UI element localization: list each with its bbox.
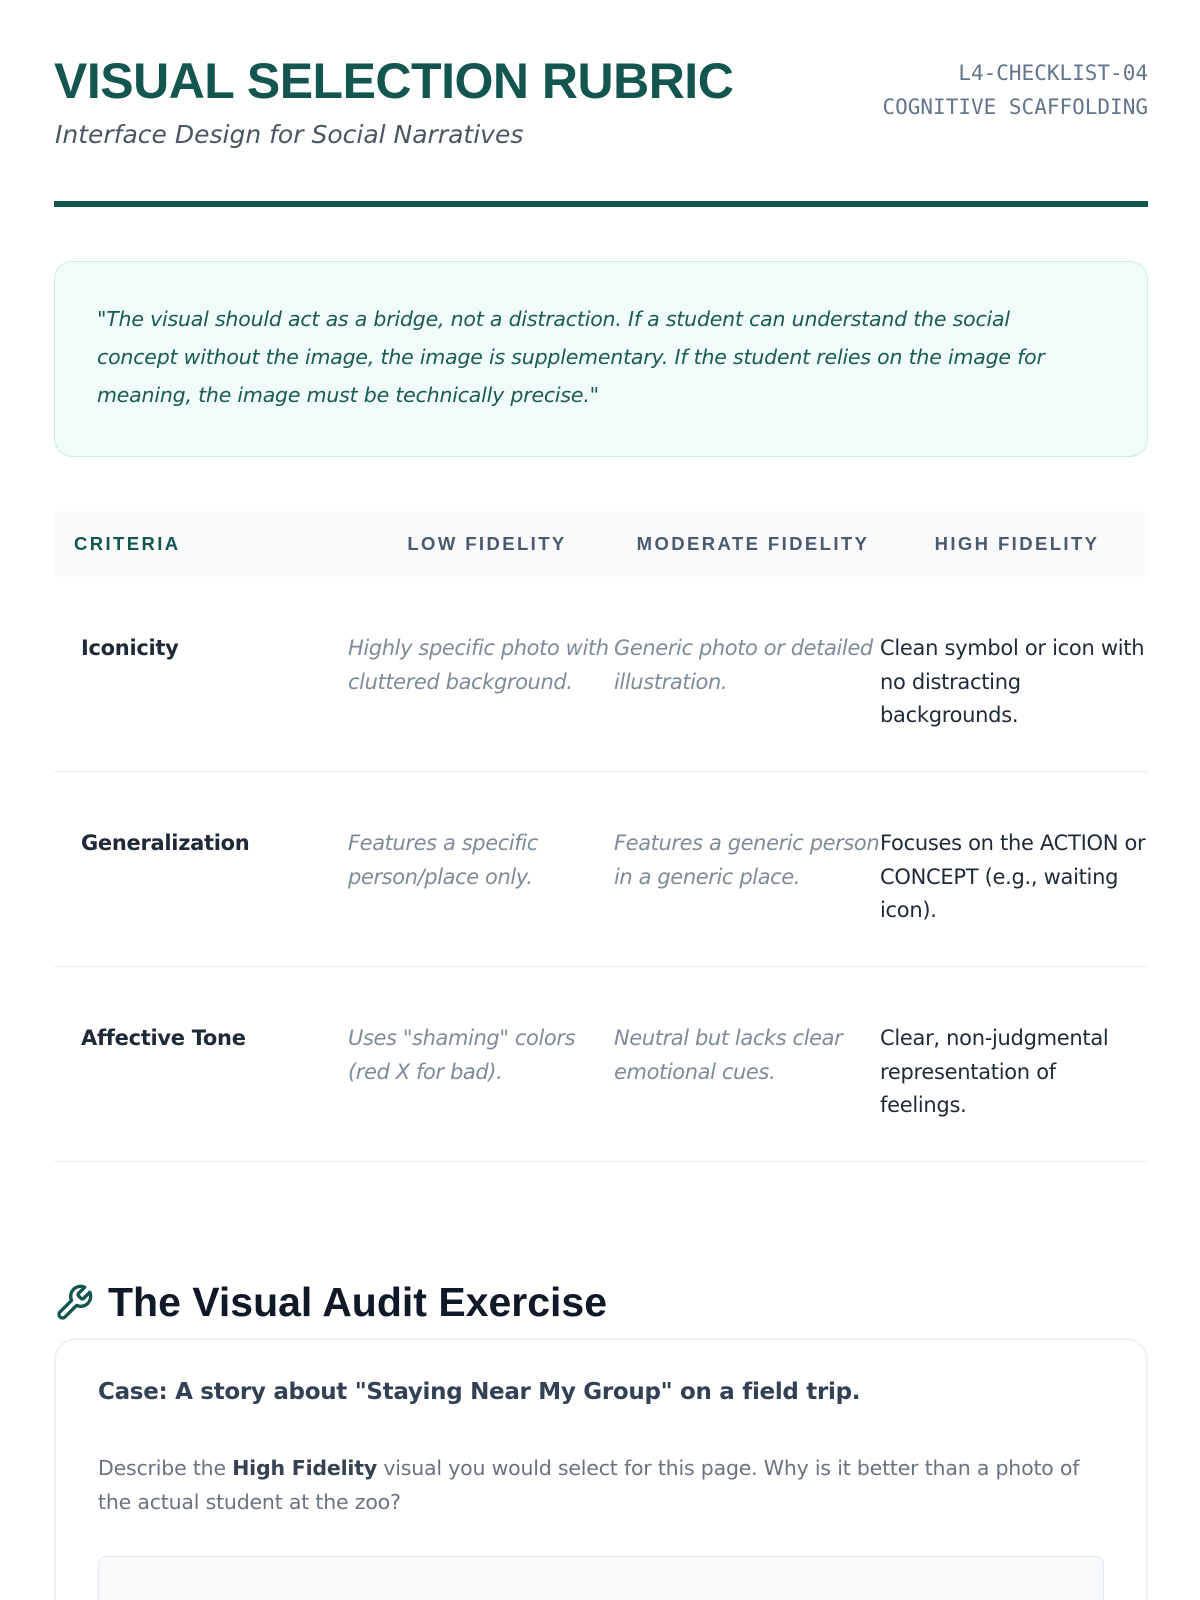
prompt-text-end: visual you would select for this page. Why is it better than a photo of the actual student at the zoo? (98, 1456, 1080, 1514)
rubric-table-header (54, 511, 1148, 577)
moderate-fidelity-cell: Features a generic person in a generic place. (614, 831, 880, 889)
criteria-cell: Affective Tone (81, 1026, 246, 1050)
low-fidelity-cell: Highly specific photo with cluttered background. (348, 636, 609, 694)
document-id: L4-CHECKLIST-04 (958, 61, 1148, 85)
high-fidelity-cell: Clean symbol or icon with no distracting backgrounds. (880, 636, 1145, 727)
page-subtitle: Interface Design for Social Narratives (55, 120, 524, 149)
prompt-emphasis: High Fidelity (232, 1456, 378, 1480)
wrench-icon (54, 1283, 94, 1323)
column-header-high-fidelity: HIGH FIDELITY (934, 533, 1100, 554)
moderate-fidelity-cell: Neutral but lacks clear emotional cues. (614, 1026, 843, 1084)
page-title: VISUAL SELECTION RUBRIC (54, 53, 734, 109)
answer-textarea[interactable] (98, 1556, 1104, 1600)
table-row (54, 577, 1148, 772)
table-row (54, 772, 1148, 967)
case-card (54, 1338, 1148, 1600)
quote-text: "The visual should act as a bridge, not a distraction. If a student can understand the social concept without the image, the image is supplementary. If the student relies on the image for meaning, the image must be technically precise." (97, 307, 1045, 407)
table-row (54, 967, 1148, 1162)
column-header-low-fidelity: LOW FIDELITY (407, 533, 567, 554)
document-header (54, 0, 1148, 207)
rubric-table (54, 511, 1148, 1162)
page (54, 0, 1148, 1514)
criteria-cell: Iconicity (81, 636, 179, 660)
moderate-fidelity-cell: Generic photo or detailed illustration. (614, 636, 873, 694)
low-fidelity-cell: Features a specific person/place only. (348, 831, 538, 889)
document-category: COGNITIVE SCAFFOLDING (882, 95, 1148, 119)
column-header-moderate-fidelity: MODERATE FIDELITY (636, 533, 870, 554)
column-header-criteria: CRITERIA (74, 533, 181, 554)
prompt-text-start: Describe the (98, 1456, 233, 1480)
case-title: Case: A story about "Staying Near My Group" on a field trip. (98, 1379, 861, 1405)
exercise-title: The Visual Audit Exercise (108, 1279, 608, 1326)
document-meta (882, 56, 1148, 124)
criteria-cell: Generalization (81, 831, 250, 855)
high-fidelity-cell: Focuses on the ACTION or CONCEPT (e.g., waiting icon). (880, 831, 1146, 922)
quote-callout (54, 261, 1148, 457)
high-fidelity-cell: Clear, non-judgmental representation of feelings. (880, 1026, 1109, 1117)
case-prompt (98, 1452, 1108, 1519)
low-fidelity-cell: Uses "shaming" colors (red X for bad). (348, 1026, 576, 1084)
